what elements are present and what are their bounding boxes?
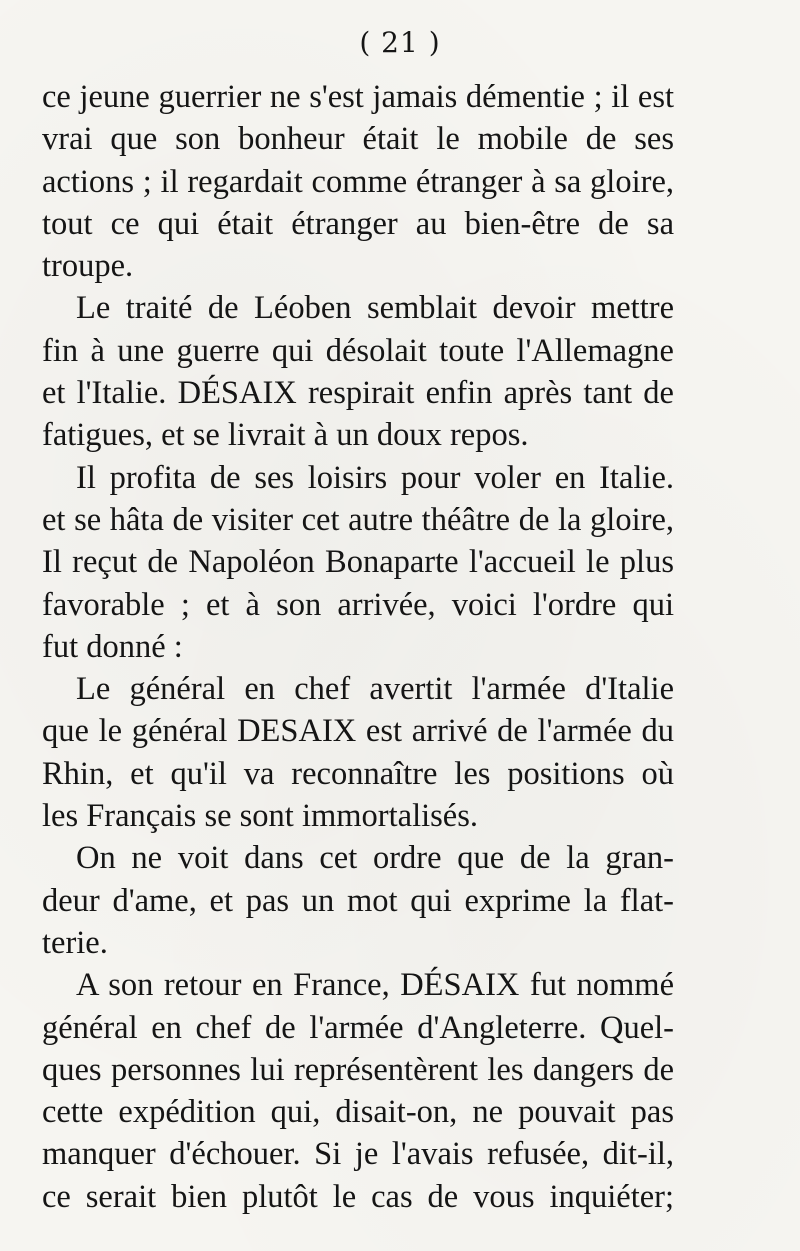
text-line: les Français se sont immortalisés. (42, 798, 478, 835)
paragraph (42, 76, 674, 287)
paragraph (42, 287, 674, 456)
paragraph (42, 457, 674, 668)
text-line: terie. (42, 924, 108, 961)
text-line: fin à une guerre qui désolait toute l'Allemagne (42, 332, 674, 369)
text-line: actions ; il regardait comme étranger à sa gloire, (42, 163, 674, 200)
text-line: et l'Italie. DÉSAIX respirait enfin après tant de (42, 375, 674, 412)
text-line: A son retour en France, DÉSAIX fut nommé (76, 967, 674, 1004)
page-body-text (42, 76, 674, 1218)
text-line: fatigues, et se livrait à un doux repos. (42, 417, 529, 454)
paragraph (42, 964, 674, 1218)
text-line: Rhin, et qu'il va reconnaître les positions où (42, 755, 674, 792)
text-line: cette expédition qui, disait-on, ne pouvait pas (42, 1094, 674, 1131)
text-line: On ne voit dans cet ordre que de la gran- (76, 840, 674, 877)
text-line: tout ce qui était étranger au bien-être de sa (42, 205, 674, 242)
text-line: Il profita de ses loisirs pour voler en Italie. (76, 459, 674, 496)
text-line: fut donné : (42, 628, 183, 665)
page-number: ( 21 ) (359, 26, 441, 59)
text-line: vrai que son bonheur était le mobile de ses (42, 121, 674, 158)
text-line: troupe. (42, 248, 134, 285)
text-line: ques personnes lui représentèrent les dangers de (42, 1051, 674, 1088)
text-line: favorable ; et à son arrivée, voici l'ordre qui (42, 586, 674, 623)
text-line: Le général en chef avertit l'armée d'Italie (76, 671, 674, 708)
text-line: manquer d'échouer. Si je l'avais refusée, dit-il, (42, 1136, 674, 1173)
text-line: deur d'ame, et pas un mot qui exprime la flat- (42, 882, 674, 919)
text-line: ce jeune guerrier ne s'est jamais démentie ; il est (42, 79, 674, 115)
paragraph (42, 837, 674, 964)
text-line: et se hâta de visiter cet autre théâtre de la gloire, (42, 501, 674, 538)
text-line: que le général DESAIX est arrivé de l'armée du (42, 713, 674, 750)
text-line: Il reçut de Napoléon Bonaparte l'accueil le plus (42, 544, 674, 581)
text-line: général en chef de l'armée d'Angleterre. Quel- (42, 1009, 674, 1046)
paragraph (42, 668, 674, 837)
text-line: Le traité de Léoben semblait devoir mettre (76, 290, 674, 327)
text-line: ce serait bien plutôt le cas de vous inquiéter; (42, 1178, 674, 1215)
